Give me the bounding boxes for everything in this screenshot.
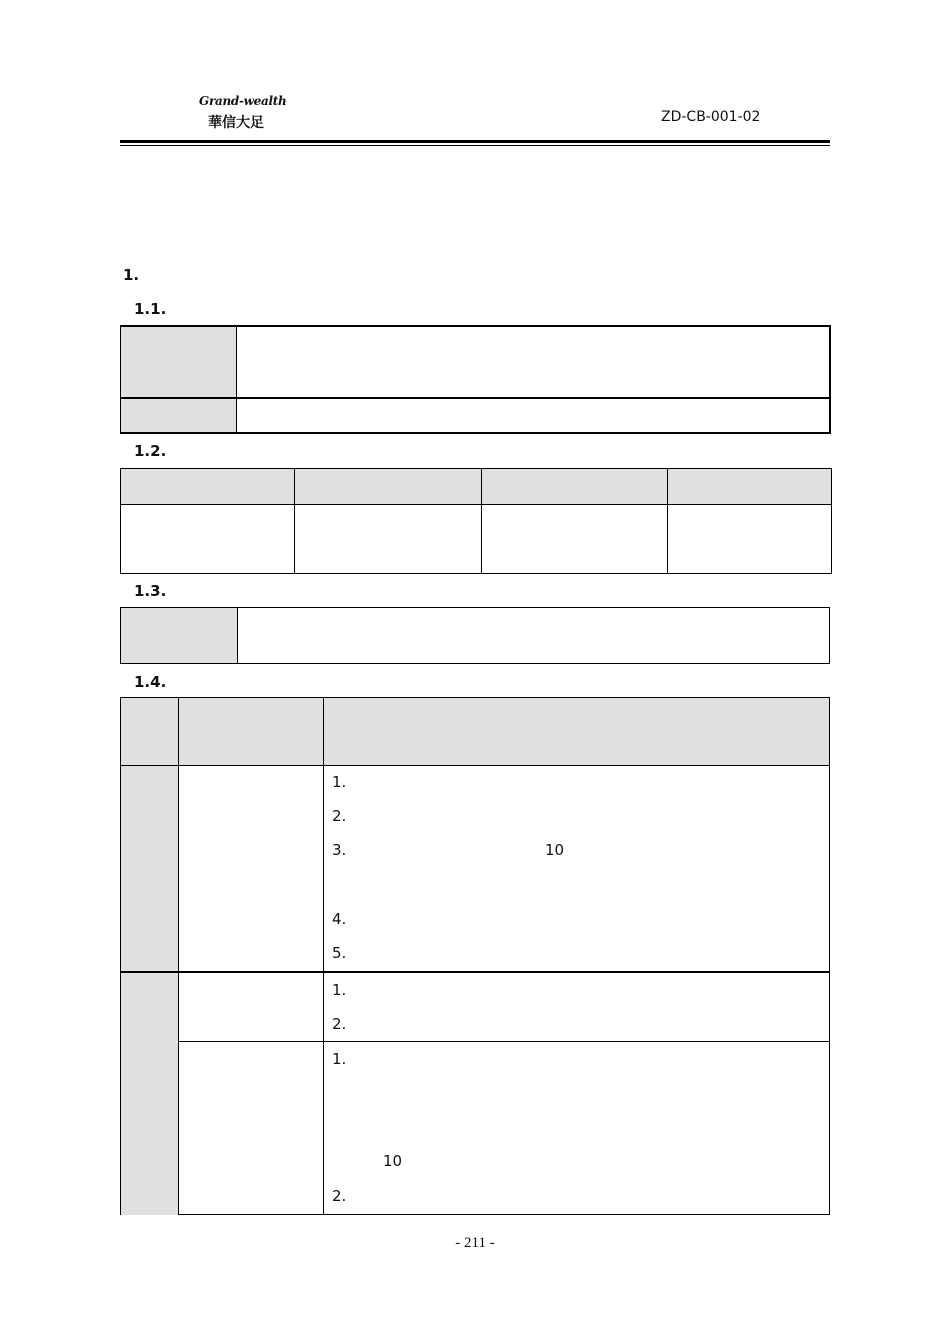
section-heading-1-1: 1.1.	[134, 300, 167, 318]
section-heading-1-3: 1.3.	[134, 582, 167, 600]
table-1-3	[120, 607, 830, 664]
table-1-4-header-cell	[178, 697, 324, 766]
document-code: ZD-CB-001-02	[661, 109, 761, 125]
list-item-number: 3.	[332, 841, 347, 859]
header-rule-thick	[120, 140, 830, 143]
logo-text-en: Grand-wealth	[199, 94, 287, 108]
table-1-2	[120, 468, 832, 574]
table-1-4-content-cell	[323, 1041, 830, 1215]
list-item-number: 2.	[332, 1187, 347, 1205]
page-number: - 211 -	[455, 1235, 495, 1251]
table-1-3-value-cell	[237, 607, 830, 664]
table-1-4-content-cell	[323, 971, 830, 1042]
table-1-4-category-cell	[120, 971, 179, 1215]
table-1-4	[120, 697, 830, 1215]
section-heading-1-2: 1.2.	[134, 442, 167, 460]
table-1-2-body-cell	[294, 504, 482, 574]
table-1-2-body-cell	[120, 504, 295, 574]
table-1-2-header-cell	[667, 468, 832, 505]
list-item-number: 2.	[332, 807, 347, 825]
table-1-2-header-cell	[120, 468, 295, 505]
list-item-number: 1.	[332, 981, 347, 999]
table-1-2-body-cell	[481, 504, 668, 574]
table-1-2-header-cell	[294, 468, 482, 505]
list-item-value: 10	[545, 841, 565, 859]
section-heading-1-4: 1.4.	[134, 673, 167, 691]
table-1-1-label-cell	[120, 325, 237, 398]
table-1-4-name-cell	[178, 765, 324, 972]
list-item-value: 10	[383, 1152, 403, 1170]
list-item-number: 1.	[332, 773, 347, 791]
table-1-2-body-cell	[667, 504, 832, 574]
logo-text-cn: 華信大足	[208, 115, 264, 131]
section-heading-1: 1.	[123, 266, 140, 284]
table-1-4-category-cell	[120, 765, 179, 972]
table-1-4-header-cell	[120, 697, 179, 766]
list-item-number: 1.	[332, 1050, 347, 1068]
table-1-4-name-cell	[178, 1041, 324, 1215]
list-item-number: 4.	[332, 910, 347, 928]
table-1-4-content-cell	[323, 765, 830, 972]
table-1-4-name-cell	[178, 971, 324, 1042]
table-1-1-label-cell	[120, 397, 237, 434]
list-item-number: 5.	[332, 944, 347, 962]
table-1-1-value-cell	[236, 325, 831, 398]
table-1-1	[120, 325, 831, 435]
list-item-number: 2.	[332, 1015, 347, 1033]
table-1-1-value-cell	[236, 397, 831, 434]
table-1-2-header-cell	[481, 468, 668, 505]
table-1-4-header-cell	[323, 697, 830, 766]
table-1-3-label-cell	[120, 607, 238, 664]
header-rule-thin	[120, 145, 830, 146]
